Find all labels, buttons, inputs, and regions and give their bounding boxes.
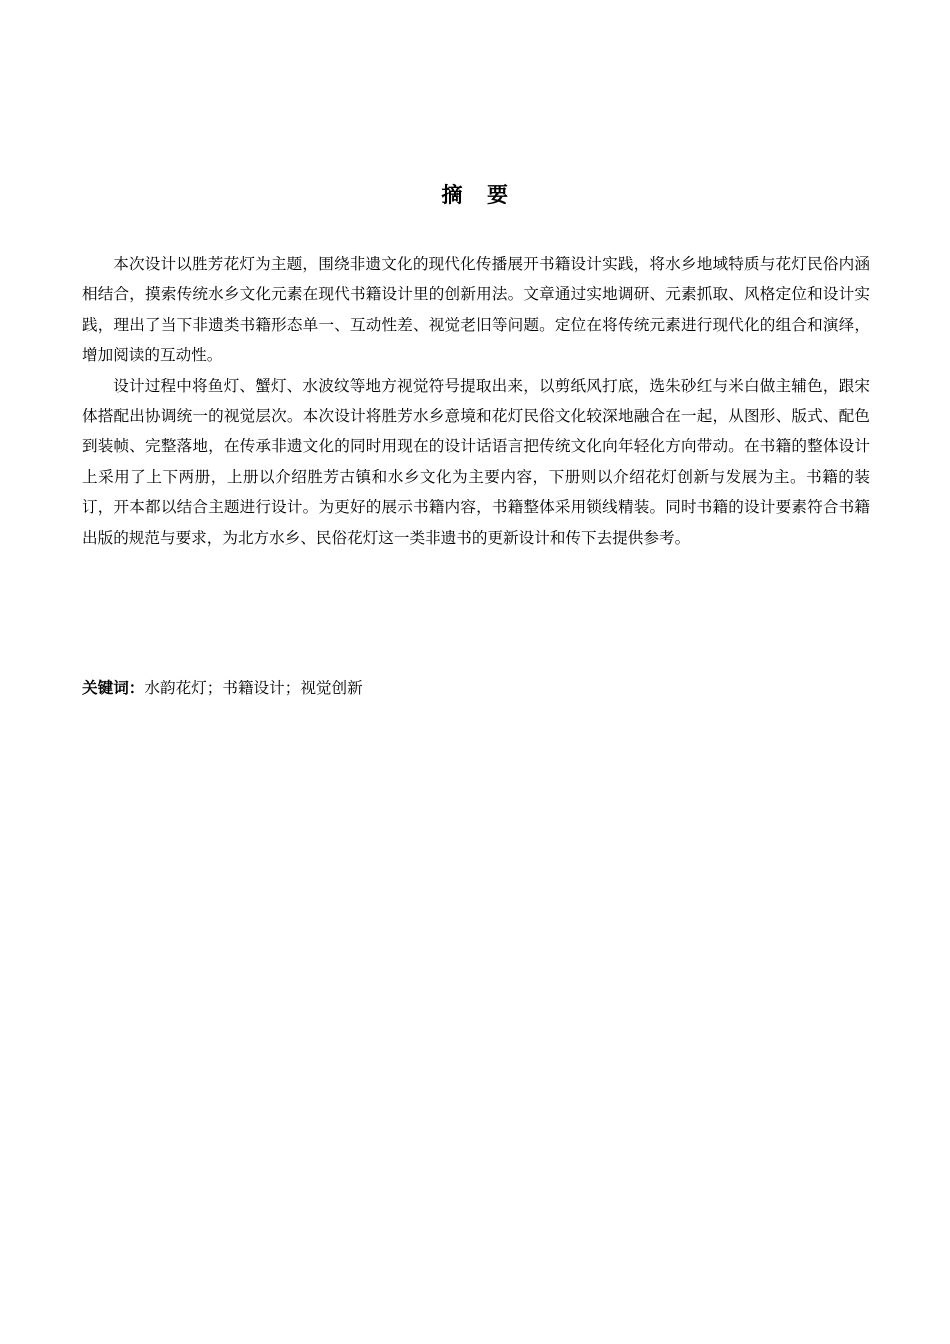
abstract-body [82,249,870,553]
title-char-2: 要 [487,183,509,207]
keywords-line [82,674,870,702]
title-char-1: 摘 [441,183,463,207]
page-title [0,180,950,210]
keywords-label: 关键词： [82,679,145,697]
abstract-paragraph-1: 本次设计以胜芳花灯为主题，围绕非遗文化的现代化传播展开书籍设计实践，将水乡地域特质与花灯民俗内涵相结合，摸索传统水乡文化元素在现代书籍设计里的创新用法。文章通过实地调研、元素抓取、风格定位和设计实践，理出了当下非遗类书籍形态单一、互动性差、视觉老旧等问题。定位在将传统元素进行现代化的组合和演绎，增加阅读的互动性。 [82,255,870,365]
abstract-paragraph-2: 设计过程中将鱼灯、蟹灯、水波纹等地方视觉符号提取出来，以剪纸风打底，选朱砂红与米白做主辅色，跟宋体搭配出协调统一的视觉层次。本次设计将胜芳水乡意境和花灯民俗文化较深地融合在一起，从图形、版式、配色到装帧、完整落地，在传承非遗文化的同时用现在的设计话语言把传统文化向年轻化方向带动。在书籍的整体设计上采用了上下两册，上册以介绍胜芳古镇和水乡文化为主要内容，下册则以介绍花灯创新与发展为主。书籍的装订，开本都以结合主题进行设计。为更好的展示书籍内容，书籍整体采用锁线精装。同时书籍的设计要素符合书籍出版的规范与要求，为北方水乡、民俗花灯这一类非遗书的更新设计和传下去提供参考。 [82,376,870,547]
keywords-value: 水韵花灯；书籍设计；视觉创新 [144,679,363,697]
